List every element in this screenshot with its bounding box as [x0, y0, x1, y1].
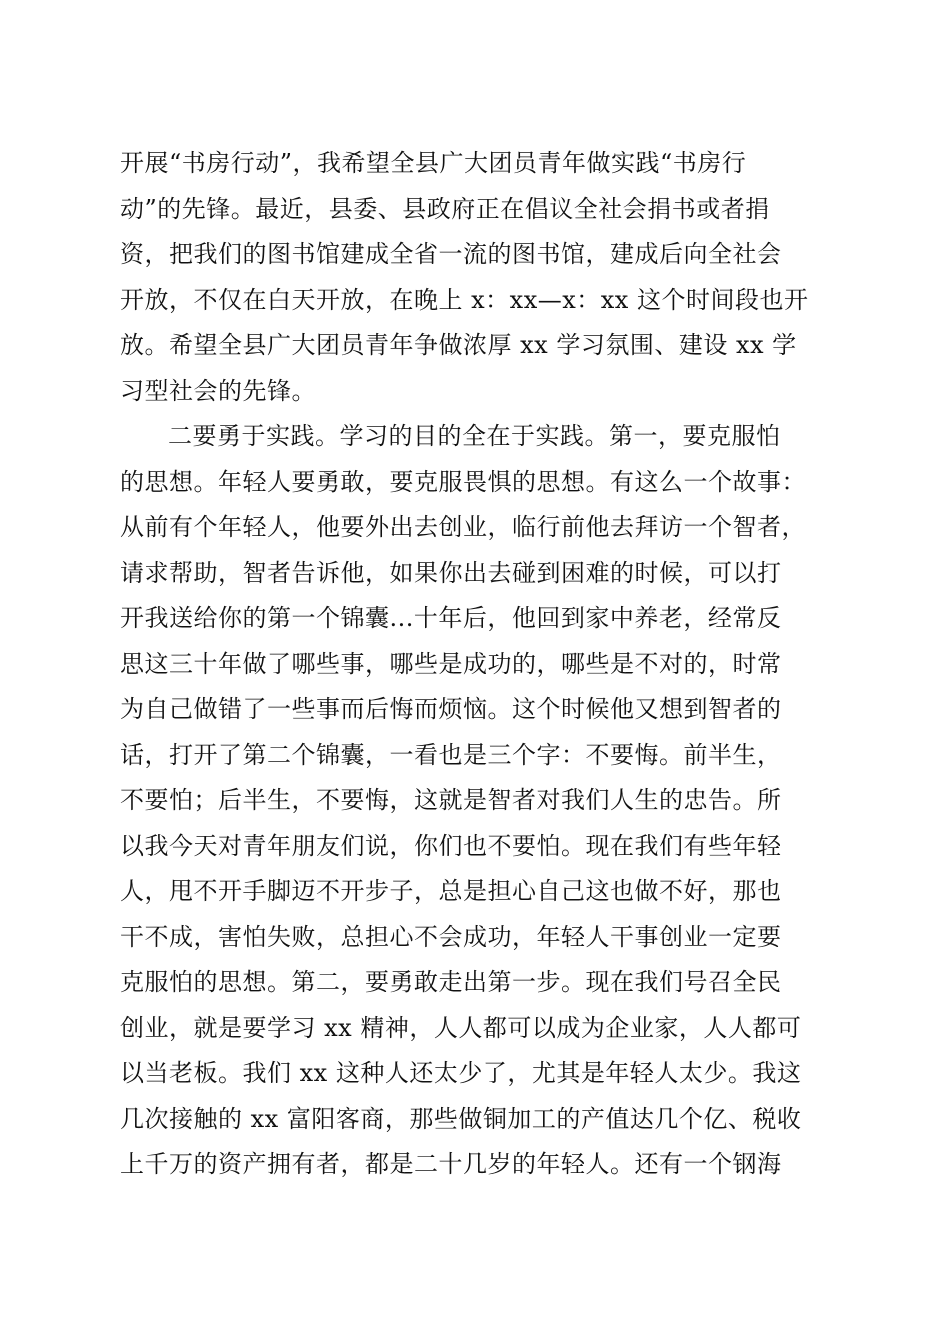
text-line: 习型社会的先锋。 — [120, 377, 316, 405]
text-line: 的思想。年轻人要勇敢，要克服畏惧的思想。有这么一个故事： — [120, 468, 806, 496]
text-line: 放。希望全县广大团员青年争做浓厚 xx 学习氛围、建设 xx 学 — [120, 331, 797, 359]
text-line: 话，打开了第二个锦囊，一看也是三个字：不要悔。前半生， — [120, 741, 782, 769]
text-line: 开展“书房行动”，我希望全县广大团员青年做实践“书房行 — [120, 149, 747, 177]
text-line: 从前有个年轻人，他要外出去创业，临行前他去拜访一个智者， — [120, 513, 806, 541]
text-line: 思这三十年做了哪些事，哪些是成功的，哪些是不对的，时常 — [120, 650, 782, 678]
text-line: 创业，就是要学习 xx 精神，人人都可以成为企业家，人人都可 — [120, 1014, 802, 1042]
text-line: 为自己做错了一些事而后悔而烦恼。这个时候他又想到智者的 — [120, 695, 782, 723]
text-line: 动”的先锋。最近，县委、县政府正在倡议全社会捐书或者捐 — [120, 195, 770, 223]
text-line: 以我今天对青年朋友们说，你们也不要怕。现在我们有些年轻 — [120, 832, 782, 860]
text-line: 开我送给你的第一个锦囊...十年后，他回到家中养老，经常反 — [120, 604, 782, 632]
text-line: 上千万的资产拥有者，都是二十几岁的年轻人。还有一个钢海 — [120, 1150, 782, 1178]
text-line: 几次接触的 xx 富阳客商，那些做铜加工的产值达几个亿、税收 — [120, 1105, 802, 1133]
text-line: 以当老板。我们 xx 这种人还太少了，尤其是年轻人太少。我这 — [120, 1059, 802, 1087]
text-line: 不要怕；后半生，不要悔，这就是智者对我们人生的忠告。所 — [120, 786, 782, 814]
text-line: 人，甩不开手脚迈不开步子，总是担心自己这也做不好，那也 — [120, 877, 782, 905]
text-line: 克服怕的思想。第二，要勇敢走出第一步。现在我们号召全民 — [120, 968, 782, 996]
text-line: 开放，不仅在白天开放，在晚上 x：xx—x：xx 这个时间段也开 — [120, 286, 809, 314]
text-line: 资，把我们的图书馆建成全省一流的图书馆，建成后向全社会 — [120, 240, 782, 268]
text-line: 干不成，害怕失败，总担心不会成功，年轻人干事创业一定要 — [120, 923, 782, 951]
paragraph-first-line: 二要勇于实践。学习的目的全在于实践。第一，要克服怕 — [168, 422, 781, 450]
text-line: 请求帮助，智者告诉他，如果你出去碰到困难的时候，可以打 — [120, 559, 782, 587]
